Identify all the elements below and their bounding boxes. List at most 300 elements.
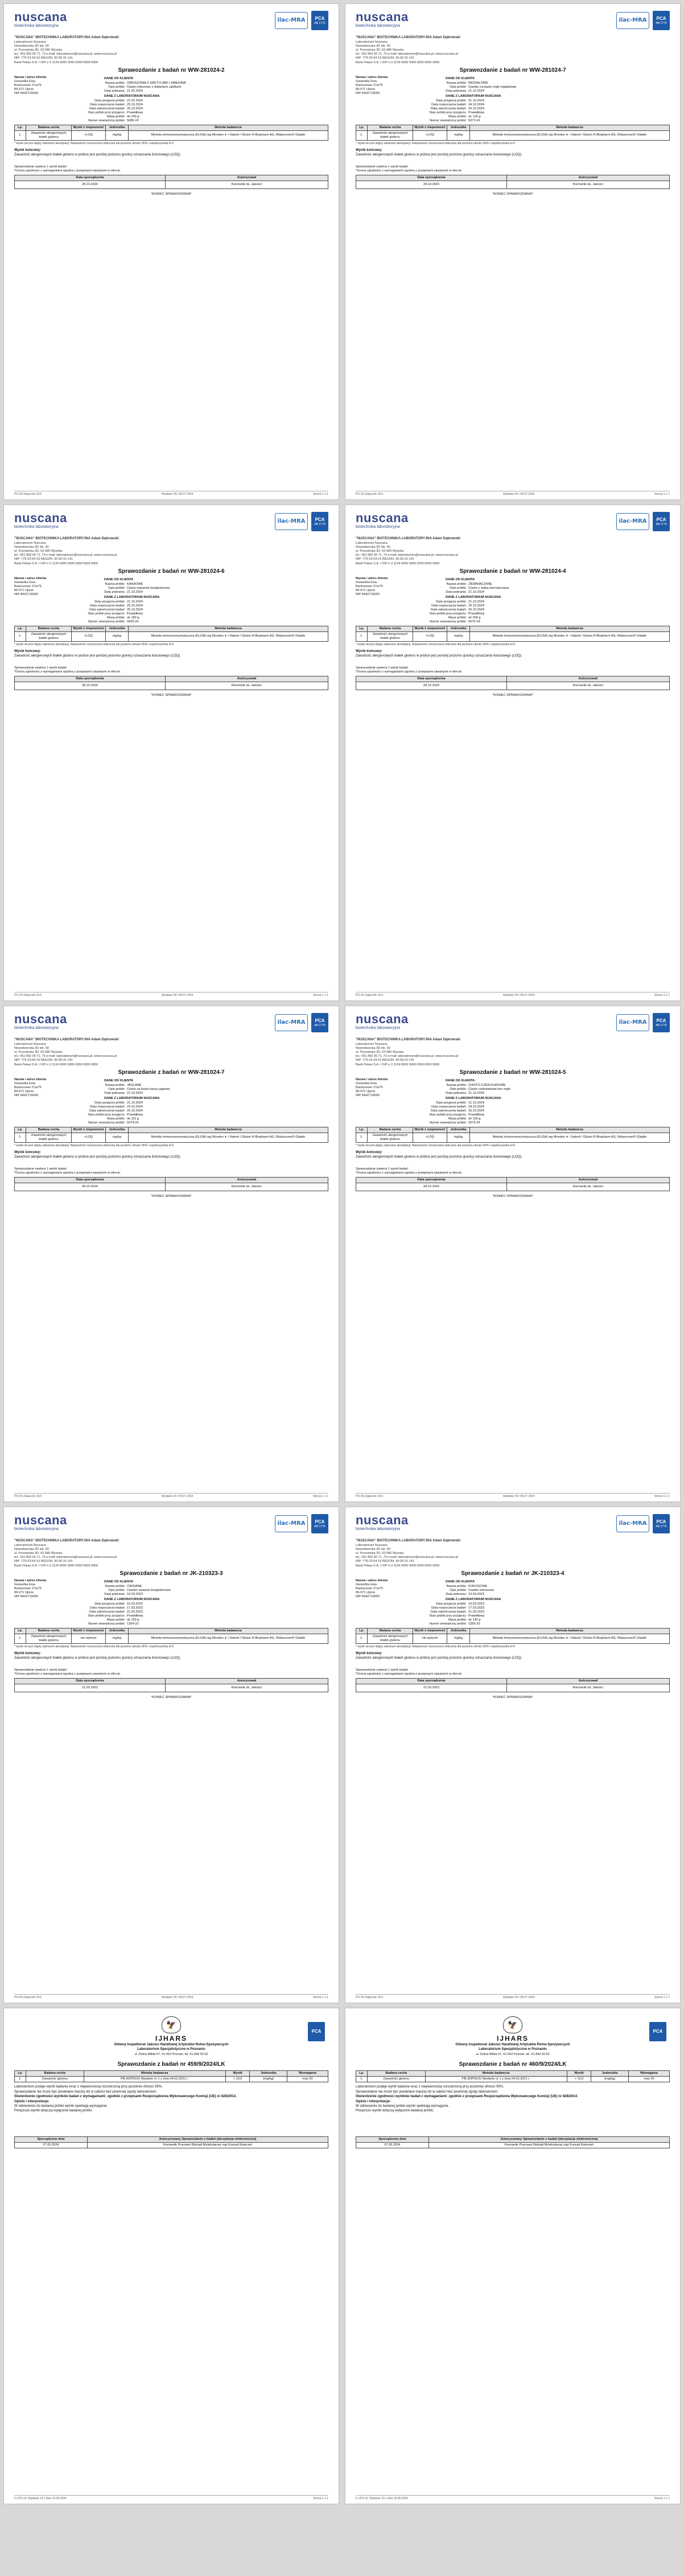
address1: Nowodworska 3D lok. 60: [14, 1046, 49, 1050]
result: < 10,0: [567, 2077, 591, 2082]
nip: NIP: 779-23-64-15 REGON: 30-00-31-141: [14, 56, 73, 60]
k-wynik-code: Numer zewnętrzny próbki:: [430, 1622, 467, 1626]
k-probe: Nazwa próbki:: [446, 1084, 467, 1088]
bank: Bank Pekao S.A. I O/P-n 3 1124 6000 0000 0000 0000 0000: [356, 1063, 440, 1067]
footer-mid: Wydanie 04 / 08.07.2024: [161, 993, 193, 997]
unit: mg/kg: [447, 1634, 470, 1643]
method-col: Metoda badawcza: [425, 2071, 567, 2077]
report-end: 25.10.2024: [468, 107, 484, 111]
table-cell: 1.: [356, 2077, 368, 2082]
k-date: Data pobrania:: [104, 1593, 125, 1597]
eagle-emblem-icon: 🦅: [503, 2016, 522, 2033]
table-note: * wynik nie jest objęty zakresem akredytacji. Niepewność rozszerzona obliczona dla poziomu ufności 95% i współczynnika k=2.: [356, 141, 516, 145]
report-signdate: 28.10.2024: [15, 682, 166, 690]
text-block: [14, 2099, 328, 2104]
report-probe: ORKISZOWA Z DAKTYLAMI I JABŁKAMI: [127, 81, 186, 85]
report-status: Prawidłowy: [127, 1113, 143, 1117]
text-block: [81, 1121, 328, 1125]
k-desc: Opis próbki:: [108, 586, 125, 590]
text-block: [356, 2136, 670, 2142]
col-lp: Lp.: [356, 1127, 368, 1133]
report-result: <LOQ: [413, 130, 447, 140]
text-block: [81, 1088, 328, 1092]
report-page: [345, 1006, 681, 1502]
bank: Bank Pekao S.A. I O/P-n 3 1124 6000 0000 0000 0000 0000: [356, 60, 440, 64]
sign-role: Kierownik ds. Jakości: [231, 1685, 262, 1689]
nuscana-logo: [356, 1013, 409, 1031]
text-block: [423, 616, 670, 620]
report-num: 21.10.2024: [468, 600, 484, 604]
ilac-mra-icon: ilac-MRA: [275, 513, 308, 530]
k-desc: Opis próbki:: [450, 1088, 467, 1092]
unit: Laboratorium Nuscana: [14, 541, 46, 545]
pca-ab: AB 1779: [656, 522, 667, 526]
address2: ul. Poznańska 3D, 62-080 Wysoka: [14, 1051, 63, 1055]
unit: Laboratorium Nuscana: [14, 1543, 46, 1547]
k-desc: Opis próbki:: [450, 1589, 467, 1593]
param-col: Badana cecha: [368, 2071, 426, 2077]
text-block: [356, 1177, 670, 1183]
pca-ab: AB 1779: [314, 1524, 325, 1528]
text-block: [81, 103, 328, 107]
text-block: [356, 682, 670, 690]
brand: nuscana: [356, 511, 409, 525]
k-lot: Data przyjęcia próbki:: [436, 600, 467, 604]
wynik-head: Wynik końcowy:: [14, 1652, 41, 1656]
report-desc: Ciasto kakaowe bezglutenowe: [127, 586, 170, 590]
k-mass: Masa próbki:: [448, 115, 467, 118]
footer-mid: Wydanie 04 / 08.07.2024: [502, 993, 535, 997]
text-block: [356, 1678, 670, 1692]
text-block: [15, 676, 328, 682]
sig-role: Kierownik Pracowni Biologii Molekularnej mgr Konrad Kwiecień: [428, 2142, 669, 2148]
k-status: Stan próbki przy przyjęciu:: [429, 1614, 467, 1618]
k-probe: Nazwa próbki:: [446, 81, 467, 85]
signature-table: [14, 2136, 328, 2148]
report-status: Prawidłowy: [468, 111, 485, 115]
k-lot: Data przyjęcia próbki:: [436, 99, 467, 103]
table-cell: [165, 181, 328, 188]
sample-info: [356, 1078, 670, 1125]
report-status: Prawidłowy: [468, 612, 485, 616]
sec-lab: DANE Z LABORATORIUM NUSCANA: [104, 596, 160, 600]
client-block: [356, 577, 418, 624]
k-date: Data pobrania:: [446, 1593, 467, 1597]
text-block: [81, 115, 328, 119]
text-block: [356, 1628, 670, 1634]
report-date: 21.10.2024: [468, 89, 484, 93]
h-zamaw: Nazwa i adres klienta: [14, 577, 47, 581]
text-block: [356, 676, 670, 682]
col-method: Metoda badawcza: [470, 626, 670, 631]
text-block: [14, 676, 328, 690]
text-block: [423, 612, 670, 616]
sign-note: *Ocena zgodności z wymaganiami zgodna z przepisami zawartymi w ofercie.: [356, 169, 463, 173]
report-title: Sprawozdanie z badań nr WW-281024-7: [118, 1069, 225, 1076]
table-row: [356, 1133, 670, 1142]
brand-sub: biotechnika laboratoryjna: [14, 24, 59, 28]
report-start: 24.10.2024: [468, 1105, 484, 1109]
text-block: [81, 1614, 328, 1618]
table-cell: [165, 1183, 328, 1191]
sample-info: [14, 1078, 328, 1125]
k-desc: Opis próbki:: [108, 1088, 125, 1092]
report-result: <LOQ: [72, 130, 106, 140]
pca: PCA: [656, 1519, 666, 1524]
col-result: Wynik ± niepewność: [413, 626, 447, 631]
pca-ab: AB 1779: [314, 21, 325, 25]
final-result: [356, 650, 670, 658]
signature-block: [14, 1668, 328, 1700]
k-probe: Nazwa próbki:: [446, 583, 467, 586]
table-cell: [506, 682, 669, 690]
k-start: Data rozpoczęcia badań:: [90, 1105, 125, 1109]
report-mass: ok 140 g: [468, 1618, 481, 1622]
text-block: [81, 99, 328, 103]
phone: tel.: 061 892 00 71, 73 e-mail: laboratorium@nuscana.pl, www.nuscana.pl: [356, 52, 458, 56]
wynik-head: Wynik końcowy:: [14, 650, 41, 654]
k-probe: Nazwa próbki:: [105, 1585, 125, 1589]
table-row: [356, 631, 670, 641]
h-zamaw: Nazwa i adres klienta: [356, 76, 388, 80]
name: "NUSCANA" BIOTECHNIKA LABORATORYJNA Adam Dąbrowski: [14, 1038, 119, 1041]
accreditation-badges: [275, 1514, 328, 1533]
report-page: [345, 504, 681, 1001]
text-block: [81, 616, 328, 620]
bank: Bank Pekao S.A. I O/P-n 3 1124 6000 0000 0000 0000 0000: [356, 561, 440, 565]
unit: mg/kg: [106, 1133, 129, 1142]
final-result: [14, 650, 328, 658]
p5: W odniesieniu do badanej próbki wyniki spełniają wymagania.: [14, 2104, 108, 2108]
sec-lab: DANE Z LABORATORIUM NUSCANA: [446, 596, 501, 600]
pca: PCA: [315, 1519, 325, 1524]
wynik-text: Zawartość alergenowych białek glutenu w próbce jest poniżej poziomu granicy oznaczania ilościowego (LOQ).: [14, 153, 181, 157]
text-block: [81, 1101, 328, 1105]
sign-note: *Ocena zgodności z wymaganiami zgodna z przepisami zawartymi w ofercie.: [14, 1672, 121, 1676]
sample-fields: [81, 76, 328, 123]
sign-date-h: Data sporządzenia: [15, 1177, 166, 1183]
text-block: [81, 1113, 328, 1117]
col-unit: Jednostka: [447, 626, 470, 631]
text-block: [15, 1177, 328, 1183]
report-date: 07.05.2024: [356, 2142, 429, 2148]
report-end: 25.10.2024: [127, 608, 143, 612]
text-block: [423, 1088, 670, 1092]
report-title: Sprawozdanie z badań nr WW-281024-4: [459, 568, 566, 575]
sign-date-h: Data sporządzenia: [356, 676, 507, 682]
text-block: [81, 1593, 328, 1597]
text-block: [15, 1628, 328, 1634]
text-block: [356, 2142, 670, 2148]
sign-title: Sprawozdanie zawiera 1 wynik badań: [14, 165, 67, 169]
h-zamaw: Nazwa i adres klienta: [356, 1078, 388, 1082]
phone: tel.: 061 892 00 71, 73 e-mail: laboratorium@nuscana.pl, www.nuscana.pl: [356, 553, 458, 557]
report-signdate: 28.10.2024: [356, 1183, 507, 1191]
eagle-emblem-icon: 🦅: [162, 2016, 181, 2033]
client: Gwiazdka Ewa Bartoszewo 27a/75 89-071 Ujście NIP 8442716690: [356, 581, 383, 597]
name: "NUSCANA" BIOTECHNIKA LABORATORYJNA Adam Dąbrowski: [356, 1539, 460, 1543]
col-result: Wynik ± niepewność: [72, 626, 106, 631]
report-num: 10.03.2023: [468, 1602, 484, 1606]
report-header: [14, 1013, 328, 1037]
sign-note: *Ocena zgodności z wymaganiami zgodna z przepisami zawartymi w ofercie.: [14, 670, 121, 674]
footer-left: PO-03 Załącznik 18.6: [356, 993, 384, 997]
k-probe: Nazwa próbki:: [446, 1585, 467, 1589]
k-end: Data zakończenia badań:: [430, 1610, 467, 1614]
sign-role: Kierownik ds. Jakości: [231, 683, 262, 687]
lab-address: [14, 36, 328, 65]
report-mass: ok 150 g: [127, 1618, 139, 1622]
p4: Opinie i interpretacje:: [14, 2099, 50, 2103]
sample-info: [356, 1579, 670, 1626]
end: *KONIEC SPRAWOZDANIA*: [151, 693, 192, 697]
report-page: [345, 3, 681, 500]
report-status: Prawidłowy: [127, 1614, 143, 1618]
bank: Bank Pekao S.A. I O/P-n 3 1124 6000 0000 0000 0000 0000: [356, 1564, 440, 1568]
table-cell: 1.: [356, 631, 368, 641]
report-date: 21.02.2024: [127, 89, 143, 93]
bank: Bank Pekao S.A. I O/P-n 3 1124 6000 0000 0000 0000 0000: [14, 60, 98, 64]
report-mass: ok 200 g: [468, 616, 481, 620]
accreditation-badges: [275, 11, 328, 30]
sign-date-h: Data sporządzenia: [15, 1678, 166, 1684]
table-cell: 1.: [15, 1133, 26, 1142]
sig-role: Kierownik Pracowni Biologii Molekularnej mgr Konrad Kwiecień: [87, 2142, 328, 2148]
text-block: [356, 175, 670, 181]
sign-auth-h: Autoryzował: [165, 175, 328, 181]
report-result: <LOQ: [72, 631, 106, 641]
pca: PCA: [315, 15, 325, 21]
pca-icon: [653, 512, 670, 531]
p2: Sprawozdanie nie może być powielane inaczej niż w całości bez pisemnej zgody laboratorium.: [356, 2090, 498, 2094]
ilac-mra-icon: ilac-MRA: [616, 1515, 649, 1532]
report-code: 5076-24: [468, 620, 480, 624]
end: *KONIEC SPRAWOZDANIA*: [492, 1194, 533, 1198]
address2: ul. Poznańska 3D, 62-080 Wysoka: [14, 48, 63, 52]
wynik-text: Zawartość alergenowych białek glutenu w próbce jest poniżej poziomu granicy oznaczania ilościowego (LOQ).: [14, 1155, 181, 1159]
sec-lab: DANE Z LABORATORIUM NUSCANA: [104, 95, 160, 99]
text-block: [14, 175, 328, 189]
nuscana-logo: [14, 1013, 67, 1031]
table-note: * wynik nie jest objęty zakresem akredytacji. Niepewność rozszerzona obliczona dla poziomu ufności 95% i współczynnika k=2.: [14, 1644, 175, 1648]
k-lot: Data przyjęcia próbki:: [94, 1602, 125, 1606]
text-block: [423, 89, 670, 93]
p2: Sprawozdanie nie może być powielane inaczej niż w całości bez pisemnej zgody laboratorium.: [14, 2090, 157, 2094]
k-start: Data rozpoczęcia badań:: [431, 103, 467, 107]
k-end: Data zakończenia badań:: [89, 1109, 125, 1113]
table-cell: 1.: [15, 1634, 26, 1643]
col-result: Wynik ± niepewność: [72, 1628, 106, 1634]
sig-h2: Autoryzowany Sprawozdanie z badań (akceptacja elektroniczna): [428, 2136, 669, 2142]
report-num: 10.03.2023: [127, 1602, 143, 1606]
table-row: [15, 631, 328, 641]
report-end: 21.03.2023: [468, 1610, 484, 1614]
wynik-text: Zawartość alergenowych białek glutenu w próbce jest poniżej poziomu granicy oznaczania ilościowego (LOQ).: [14, 1656, 181, 1660]
table-cell: [506, 1183, 669, 1191]
table-note: * wynik nie jest objęty zakresem akredytacji. Niepewność rozszerzona obliczona dla poziomu ufności 95% i współczynnika k=2.: [356, 642, 516, 646]
k-status: Stan próbki przy przyjęciu:: [429, 1113, 467, 1117]
col-lp: Lp.: [15, 1127, 26, 1133]
unit: mg/kg: [447, 130, 470, 140]
sign-date-h: Data sporządzenia: [15, 175, 166, 181]
name: "NUSCANA" BIOTECHNIKA LABORATORYJNA Adam Dąbrowski: [14, 36, 119, 39]
report-start: 25.10.2024: [468, 604, 484, 608]
page-footer: [356, 2495, 670, 2500]
nip: NIP: 779-23-64-15 REGON: 30-00-31-141: [356, 1059, 415, 1063]
text-block: [356, 1183, 670, 1191]
report-title: Sprawozdanie z badań nr 460/9/2024/LK: [459, 2061, 567, 2068]
unit: Laboratorium Nuscana: [356, 541, 388, 545]
wynik-text: Zawartość alergenowych białek glutenu w próbce jest poniżej poziomu granicy oznaczania ilościowego (LOQ).: [356, 153, 522, 157]
phone: tel.: 061 892 00 71, 73 e-mail: laboratorium@nuscana.pl, www.nuscana.pl: [356, 1556, 458, 1560]
report-start: 24.10.2024: [468, 103, 484, 107]
sign-role: Kierownik ds. Jakości: [572, 683, 604, 687]
report-code: 5086-24: [127, 118, 139, 122]
report-date: 21.10.2024: [127, 1092, 143, 1096]
report-num: 21.10.2024: [127, 600, 143, 604]
report-page: [3, 1006, 339, 1502]
pca: PCA: [656, 516, 666, 522]
col-method: Metoda badawcza: [470, 1628, 670, 1634]
k-status: Stan próbki przy przyjęciu:: [429, 111, 467, 115]
k-desc: Opis próbki:: [108, 85, 125, 89]
report-page: [3, 1507, 339, 2003]
footer-mid: Wydanie 04 / 08.07.2024: [161, 492, 193, 496]
unit: Laboratorium Nuscana: [356, 40, 388, 44]
k-wynik-code: Numer zewnętrzny próbki:: [88, 1121, 125, 1125]
report-end: 25.10.2024: [127, 107, 143, 111]
p1: Laboratorium podaje wynik badania wraz z niepewnością rozszerzoną przy poziomie ufności 95%.: [356, 2085, 504, 2089]
sign-role: Kierownik ds. Jakości: [231, 1184, 262, 1188]
client: Gwiazdka Ewa Bartoszewo 27a/75 89-071 Ujście NIP 8442716690: [14, 581, 42, 597]
col-lp: Lp.: [15, 626, 26, 631]
nuscana-logo: [356, 11, 409, 29]
req-col: Wymagania: [287, 2071, 328, 2077]
col-result: Wynik ± niepewność: [72, 125, 106, 130]
address2: ul. Poznańska 3D, 62-080 Wysoka: [356, 48, 404, 52]
ilac-mra-icon: ilac-MRA: [616, 1014, 649, 1031]
report-status: Prawidłowy: [127, 111, 143, 115]
sec-client: DANE OD KLIENTA: [104, 1580, 134, 1584]
pca-icon: [311, 11, 328, 30]
table-cell: 1.: [356, 1133, 368, 1142]
end: *KONIEC SPRAWOZDANIA*: [492, 693, 533, 697]
k-status: Stan próbki przy przyjęciu:: [88, 1113, 125, 1117]
text-block: [81, 590, 328, 594]
address1: Nowodworska 3D lok. 60: [14, 545, 49, 549]
sub1: Główny Inspektorat Jakości Handlowej Artykułów Rolno-Spożywczych: [114, 2043, 229, 2046]
col-param: Badana cecha: [26, 1628, 72, 1634]
sign-auth-h: Autoryzował: [506, 676, 669, 682]
sig-h2: Autoryzowany Sprawozdanie z badań (akceptacja elektroniczna): [87, 2136, 328, 2142]
method: Metoda immunoenzymatyczna (ELISA) wg Morales ∗ i Valenti / Gluten R-Biopharm AG, Ridascreen® Gliadin: [470, 631, 670, 641]
k-date: Data pobrania:: [446, 1092, 467, 1096]
report-result: <LOQ: [413, 1133, 447, 1142]
result: < 10,0: [225, 2077, 250, 2082]
page-footer: [356, 491, 670, 496]
lab-address: [14, 1038, 328, 1067]
sign-auth-h: Autoryzował: [506, 1678, 669, 1684]
ilac-mra-icon: ilac-MRA: [275, 1515, 308, 1532]
k-lot: Data przyjęcia próbki:: [94, 600, 125, 604]
col-param: Badana cecha: [368, 626, 413, 631]
sign-auth-h: Autoryzował: [506, 175, 669, 181]
text-block: [356, 1177, 670, 1191]
text-block: [81, 1622, 328, 1626]
page-footer: [14, 2495, 328, 2500]
table-cell: 1.: [15, 2077, 26, 2082]
footer-left: PO-03 Załącznik 18.6: [14, 993, 42, 997]
report-code: 5069-24: [127, 620, 139, 624]
name: "NUSCANA" BIOTECHNIKA LABORATORYJNA Adam Dąbrowski: [356, 36, 460, 39]
report-title: Sprawozdanie z badań nr JK-210323-3: [120, 1570, 223, 1577]
report-status: Prawidłowy: [127, 612, 143, 616]
unit: Laboratorium Nuscana: [14, 40, 46, 44]
col-unit: Jednostka: [106, 626, 129, 631]
report-date: 10.03.2023: [468, 1593, 484, 1597]
signature-table: [356, 2136, 670, 2148]
brand: nuscana: [14, 1012, 67, 1026]
signature-block: [14, 666, 328, 698]
report-start: 25.10.2024: [127, 604, 143, 608]
sample-info: [356, 577, 670, 624]
report-end: 25.10.2024: [468, 608, 484, 612]
sig-h1: Sporządzono dnia: [356, 2136, 429, 2142]
text-block: [423, 99, 670, 103]
report-desc: Ciastko na bazie mąki migdałowej: [468, 85, 517, 89]
lab-address: [356, 36, 670, 65]
text-block: [356, 2094, 670, 2099]
k-desc: Opis próbki:: [450, 586, 467, 590]
col-lp: Lp.: [356, 2071, 368, 2077]
text-block: [81, 1117, 328, 1121]
sec-client: DANE OD KLIENTA: [104, 1079, 134, 1083]
bank: Bank Pekao S.A. I O/P-n 3 1124 6000 0000 0000 0000 0000: [14, 1063, 98, 1067]
report-title: Sprawozdanie z badań nr WW-281024-6: [118, 568, 225, 575]
method: Metoda immunoenzymatyczna (ELISA) wg Morales ∗ i Valenti / Gluten R-Biopharm AG, Ridascreen® Gliadin: [129, 1634, 328, 1643]
table-cell: 1.: [356, 130, 368, 140]
text-block: [423, 1117, 670, 1121]
table-row: [356, 2077, 670, 2082]
page-footer: [356, 1493, 670, 1498]
results-table: [356, 1628, 670, 1644]
address1: Nowodworska 3D lok. 60: [356, 44, 390, 48]
brand-sub: biotechnika laboratoryjna: [14, 1026, 59, 1030]
sec-lab: DANE Z LABORATORIUM NUSCANA: [446, 1598, 501, 1602]
accreditation-badges: [275, 512, 328, 531]
param: Zawartość alergenowych białek glutenu: [26, 1133, 72, 1142]
method: Metoda immunoenzymatyczna (ELISA) wg Morales ∗ i Valenti / Gluten R-Biopharm AG, Ridascreen® Gliadin: [470, 1133, 670, 1142]
res-col: Wynik: [225, 2071, 250, 2077]
footer-right: Strona 1 z 1: [654, 2496, 670, 2500]
pca: PCA: [311, 2029, 322, 2034]
report-title: Sprawozdanie z badań nr 459/9/2024/LK: [117, 2061, 225, 2068]
table-row: [356, 130, 670, 140]
k-end: Data zakończenia badań:: [89, 107, 125, 111]
sign-auth-h: Autoryzował: [506, 1177, 669, 1183]
col-param: Badana cecha: [368, 1127, 413, 1133]
nuscana-logo: [14, 11, 67, 29]
param: Zawartość alergenowych białek glutenu: [368, 631, 413, 641]
col-lp: Lp.: [15, 125, 26, 130]
k-probe: Nazwa próbki:: [105, 1084, 125, 1088]
sign-auth-h: Autoryzował: [165, 1678, 328, 1684]
text-block: [356, 626, 670, 631]
table-note: * wynik nie jest objęty zakresem akredytacji. Niepewność rozszerzona obliczona dla poziomu ufności 95% i współczynnika k=2.: [356, 1143, 516, 1147]
k-wynik-code: Numer zewnętrzny próbki:: [88, 118, 125, 122]
param: Zawartość alergenowych białek glutenu: [26, 1634, 72, 1643]
text-block: [81, 1618, 328, 1622]
